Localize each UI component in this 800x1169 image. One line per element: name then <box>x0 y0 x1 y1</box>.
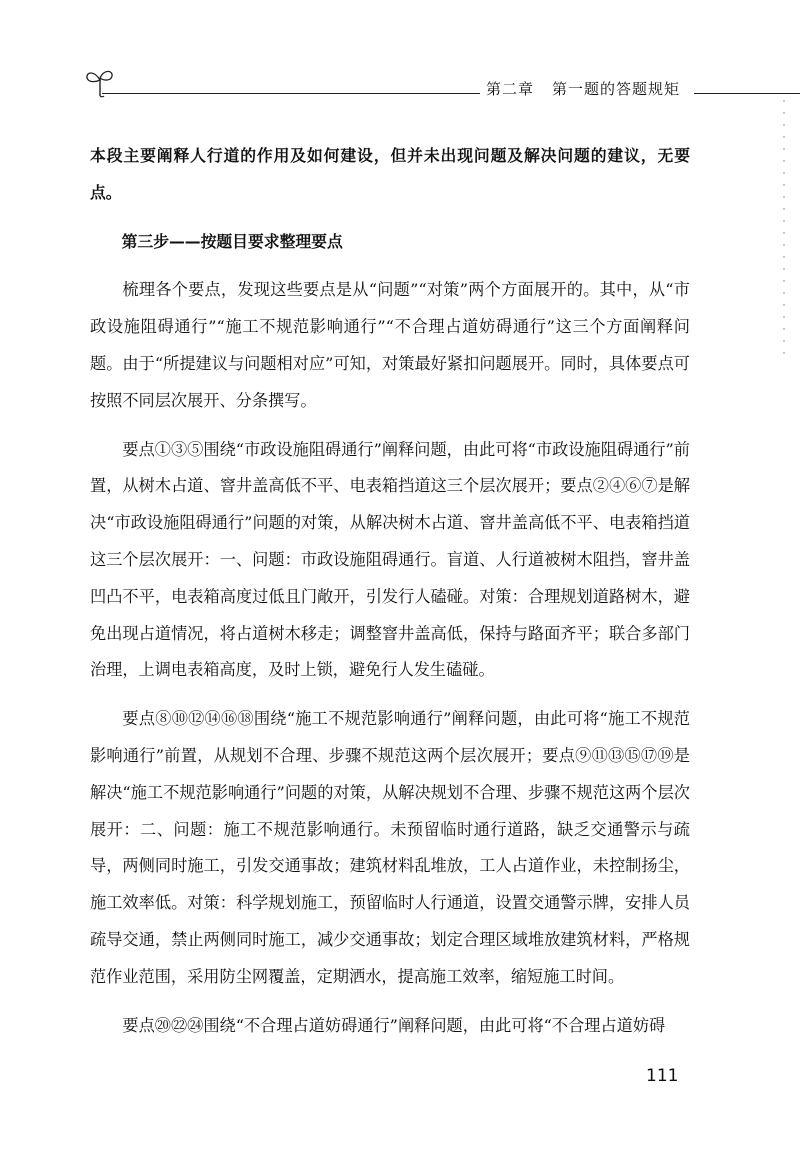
paragraph: 本段主要阐释人行道的作用及如何建设，但并未出现问题及解决问题的建议，无要点。 <box>90 146 690 202</box>
paragraph: 梳理各个要点，发现这些要点是从“问题”“对策”两个方面展开的。其中，从“市政设施阻碍通行”“施工不规范影响通行”“不合理占道妨碍通行”这三个方面阐释问题。由于“所提建议与问题相对应”可知，对策最好紧扣问题展开。同时，具体要点可按照不同层次展开、分条撰写。 <box>90 280 690 410</box>
sprout-icon <box>84 66 116 100</box>
section-title: 第一题的答题规矩 <box>552 80 681 98</box>
step-heading: 第三步——按题目要求整理要点 <box>121 231 343 251</box>
running-header <box>0 0 800 110</box>
header-title <box>486 78 698 99</box>
page-number: 111 <box>646 1066 679 1086</box>
paragraph: 要点①③⑤围绕“市政设施阻碍通行”阐释问题，由此可将“市政设施阻碍通行”前置，从树木占道、窨井盖高低不平、电表箱挡道这三个层次展开；要点②④⑥⑦是解决“市政设施阻碍通行”问题的对策，从解决树木占道、窨井盖高低不平、电表箱挡道这三个层次展开：一、问题：市政设施阻碍通行。盲道、人行道被树木阻挡，窨井盖凹凸不平，电表箱高度过低且门敞开，引发行人磕碰。对策：合理规划道路树木，避免出现占道情况，将占道树木移走；调整窨井盖高低，保持与路面齐平；联合多部门治理，上调电表箱高度，及时上锁，避免行人发生磕碰。 <box>90 439 690 680</box>
header-rule-right <box>694 93 800 94</box>
chapter-label: 第二章 <box>486 80 535 98</box>
paragraph: 要点⑧⑩⑫⑭⑯⑱围绕“施工不规范影响通行”阐释问题，由此可将“施工不规范影响通行”前置，从规划不合理、步骤不规范这两个层次展开；要点⑨⑪⑬⑮⑰⑲是解决“施工不规范影响通行”问题的对策，从解决规划不合理、步骤不规范这两个层次展开：二、问题：施工不规范影响通行。未预留临时通行道路，缺乏交通警示与疏导，两侧同时施工，引发交通事故；建筑材料乱堆放，工人占道作业，未控制扬尘，施工效率低。对策：科学规划施工，预留临时人行通道，设置交通警示牌，安排人员疏导交通，禁止两侧同时施工，减少交通事故；划定合理区域堆放建筑材料，严格规范作业范围，采用防尘网覆盖，定期洒水，提高施工效率，缩短施工时间。 <box>90 709 690 986</box>
margin-dots <box>782 100 786 360</box>
paragraph: 要点⑳㉒㉔围绕“不合理占道妨碍通行”阐释问题，由此可将“不合理占道妨碍 <box>122 1015 666 1035</box>
header-rule-left <box>102 93 480 94</box>
body-text <box>90 138 690 1056</box>
